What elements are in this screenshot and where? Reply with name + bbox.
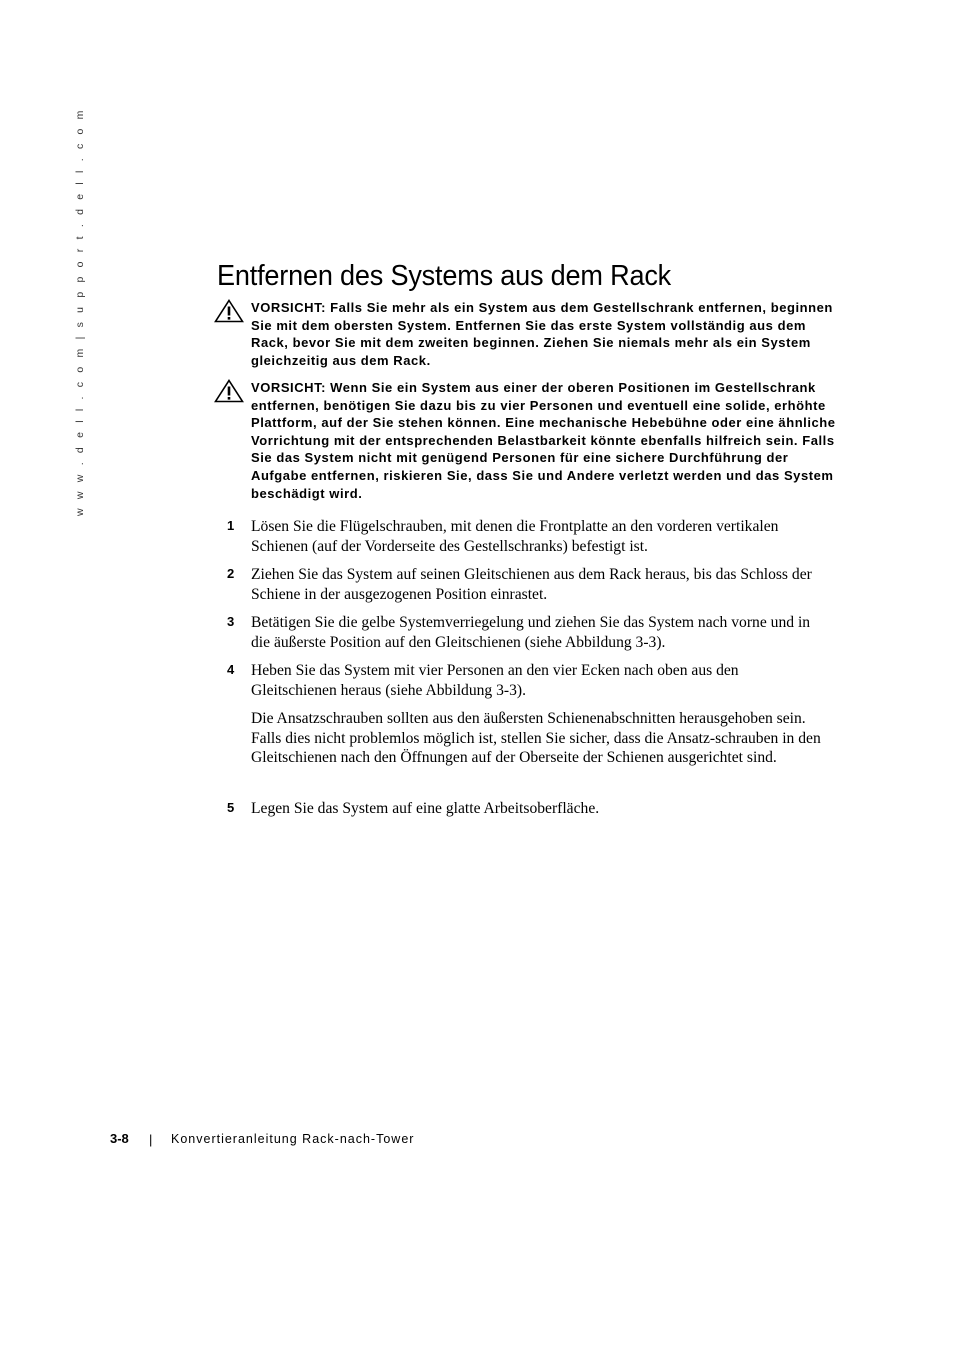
caution-text: VORSICHT: Falls Sie mehr als ein System aus dem Gestellschrank entfernen, beginnen Sie mit dem obersten System. Entfernen Sie das erste System vollständig aus dem Rack, bevor Sie mit dem zweiten beginnen. Ziehen Sie niemals mehr als ein System gleichzeitig aus dem Rack. xyxy=(251,300,833,368)
step-number: 5 xyxy=(227,800,235,815)
step-4-note: Die Ansatzschrauben sollten aus den äußersten Schienenabschnitten herausgehoben sein. Falls dies nicht problemlos möglich ist, stellen Sie sicher, dass die Ansatz-schrauben in den Gleitschienen nach den Öffnungen auf der Oberseite der Schienen ausgerichtet sind. xyxy=(251,710,821,767)
step-1 xyxy=(227,517,827,556)
step-text: Betätigen Sie die gelbe Systemverriegelung und ziehen Sie das System nach vorne und in die äußerste Position auf den Gleitschienen (siehe Abbildung 3-3). xyxy=(251,614,811,651)
step-text: Legen Sie das System auf eine glatte Arbeitsoberfläche. xyxy=(251,800,600,817)
step-2 xyxy=(227,565,827,604)
caution-notice-2 xyxy=(214,379,834,502)
step-number: 1 xyxy=(227,518,235,533)
caution-notice-1 xyxy=(214,299,834,369)
footer-document-title: Konvertieranleitung Rack-nach-Tower xyxy=(171,1132,415,1146)
step-5 xyxy=(227,799,827,819)
step-text: Lösen Sie die Flügelschrauben, mit denen die Frontplatte an den vorderen vertikalen Schienen (auf der Vorderseite des Gestellschranks) befestigt ist. xyxy=(251,518,779,555)
step-text: Ziehen Sie das System auf seinen Gleitschienen aus dem Rack heraus, bis das Schloss der Schiene in der ausgezogenen Position einrastet. xyxy=(251,566,812,603)
warning-triangle-icon xyxy=(214,379,244,403)
step-number: 4 xyxy=(227,662,235,677)
step-4 xyxy=(227,661,827,700)
step-number: 3 xyxy=(227,614,235,629)
warning-triangle-icon xyxy=(214,299,244,323)
step-3 xyxy=(227,613,827,652)
page-title: Entfernen des Systems aus dem Rack xyxy=(217,260,672,292)
page-number: 3-8 xyxy=(110,1131,129,1146)
caution-text: VORSICHT: Wenn Sie ein System aus einer der oberen Positionen im Gestellschrank entfernen, benötigen Sie dazu bis zu vier Personen und eventuell eine solide, erhöhte Plattform, auf der Sie stehen können. Eine mechanische Hebebühne oder eine ähnliche Vorrichtung mit der entsprechenden Belastbarkeit könnte ebenfalls hilfreich sein. Falls Sie das System nicht mit genügend Personen für eine sichere Durchführung der Aufgabe entfernen, riskieren Sie, dass Sie und Andere verletzt werden und das System beschädigt wird. xyxy=(251,380,836,501)
footer-separator: | xyxy=(149,1132,153,1147)
sidebar-url: w w w . d e l l . c o m | s u p p o r t . d e l l . c o m xyxy=(74,107,86,516)
step-text: Heben Sie das System mit vier Personen an den vier Ecken nach oben aus den Gleitschienen heraus (siehe Abbildung 3-3). xyxy=(251,662,739,699)
step-number: 2 xyxy=(227,566,235,581)
